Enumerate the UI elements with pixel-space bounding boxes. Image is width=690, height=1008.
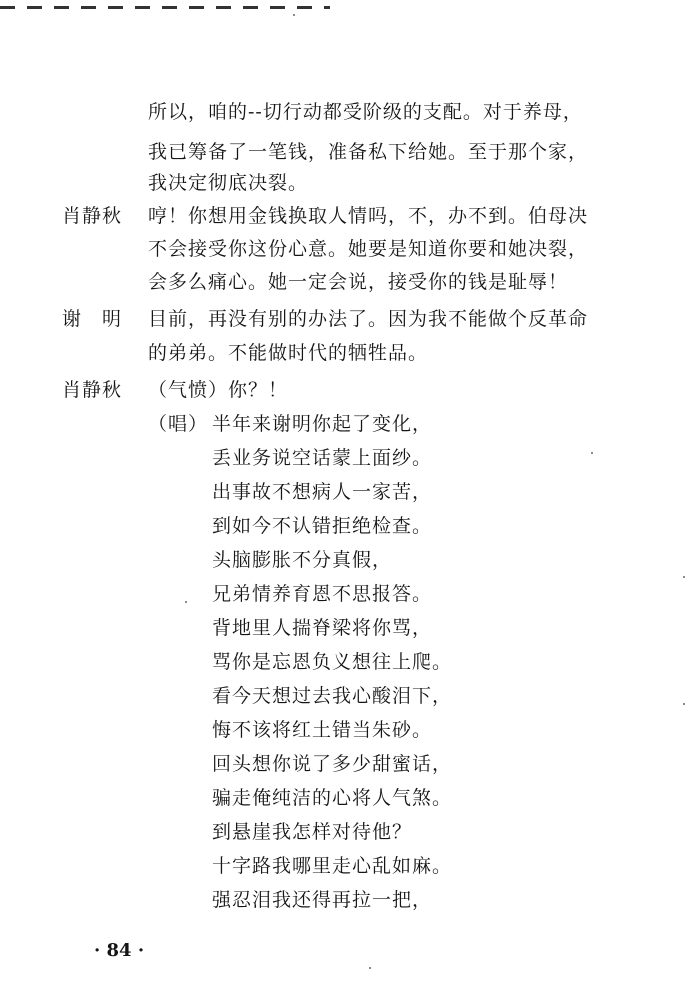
song-line: 骂你是忘恩负义想往上爬。 (212, 651, 453, 673)
sing-marker: （唱） (148, 413, 209, 435)
scan-speck (185, 601, 187, 603)
song-line: 回头想你说了多少甜蜜话， (212, 753, 453, 775)
song-line: 十字路我哪里走心乱如麻。 (212, 855, 453, 877)
text-line: 的弟弟。不能做时代的牺牲品。 (148, 342, 429, 364)
song-line: 到如今不认错拒绝检查。 (212, 515, 433, 537)
song-line: 头脑膨胀不分真假， (212, 549, 393, 571)
song-line: 强忍泪我还得再拉一把， (212, 889, 433, 911)
speaker-name: 肖静秋 (62, 379, 123, 401)
text-line: 所以，咱的--切行动都受阶级的支配。对于养母， (148, 101, 583, 123)
song-line: 悔不该将红土错当朱砂。 (212, 719, 433, 741)
text-line: 会多么痛心。她一定会说，接受你的钱是耻辱！ (148, 271, 569, 293)
song-line: 兄弟情养育恩不思报答。 (212, 583, 433, 605)
text-line: 我决定彻底决裂。 (148, 172, 309, 194)
speaker-name: 谢 明 (62, 308, 123, 330)
song-line: 骗走俺纯洁的心将人气煞。 (212, 787, 453, 809)
speaker-name: 肖静秋 (62, 205, 123, 227)
text-line: 我已筹备了一笔钱，准备私下给她。至于那个家， (148, 141, 589, 163)
scan-speck (683, 576, 685, 578)
top-dashed-rule (0, 6, 330, 9)
text-line: 哼！你想用金钱换取人情吗，不，办不到。伯母决 (148, 205, 589, 227)
song-line: 出事故不想病人一家苦， (212, 481, 433, 503)
song-line: 到悬崖我怎样对待他？ (212, 821, 413, 843)
scan-speck (683, 703, 685, 705)
scan-speck (591, 452, 593, 454)
song-line: 半年来谢明你起了变化， (212, 413, 433, 435)
song-line: 看今天想过去我心酸泪下， (212, 685, 453, 707)
song-line: 丢业务说空话蒙上面纱。 (212, 447, 433, 469)
song-line: 背地里人揣脊梁将你骂， (212, 617, 433, 639)
stage-direction: （气愤）你？！ (148, 379, 289, 401)
text-line: 不会接受你这份心意。她要是知道你要和她决裂， (148, 238, 589, 260)
page-number: · 84 · (94, 940, 145, 961)
text-line: 目前，再没有别的办法了。因为我不能做个反革命 (148, 308, 589, 330)
scan-speck (293, 14, 295, 16)
scan-speck (369, 967, 371, 969)
